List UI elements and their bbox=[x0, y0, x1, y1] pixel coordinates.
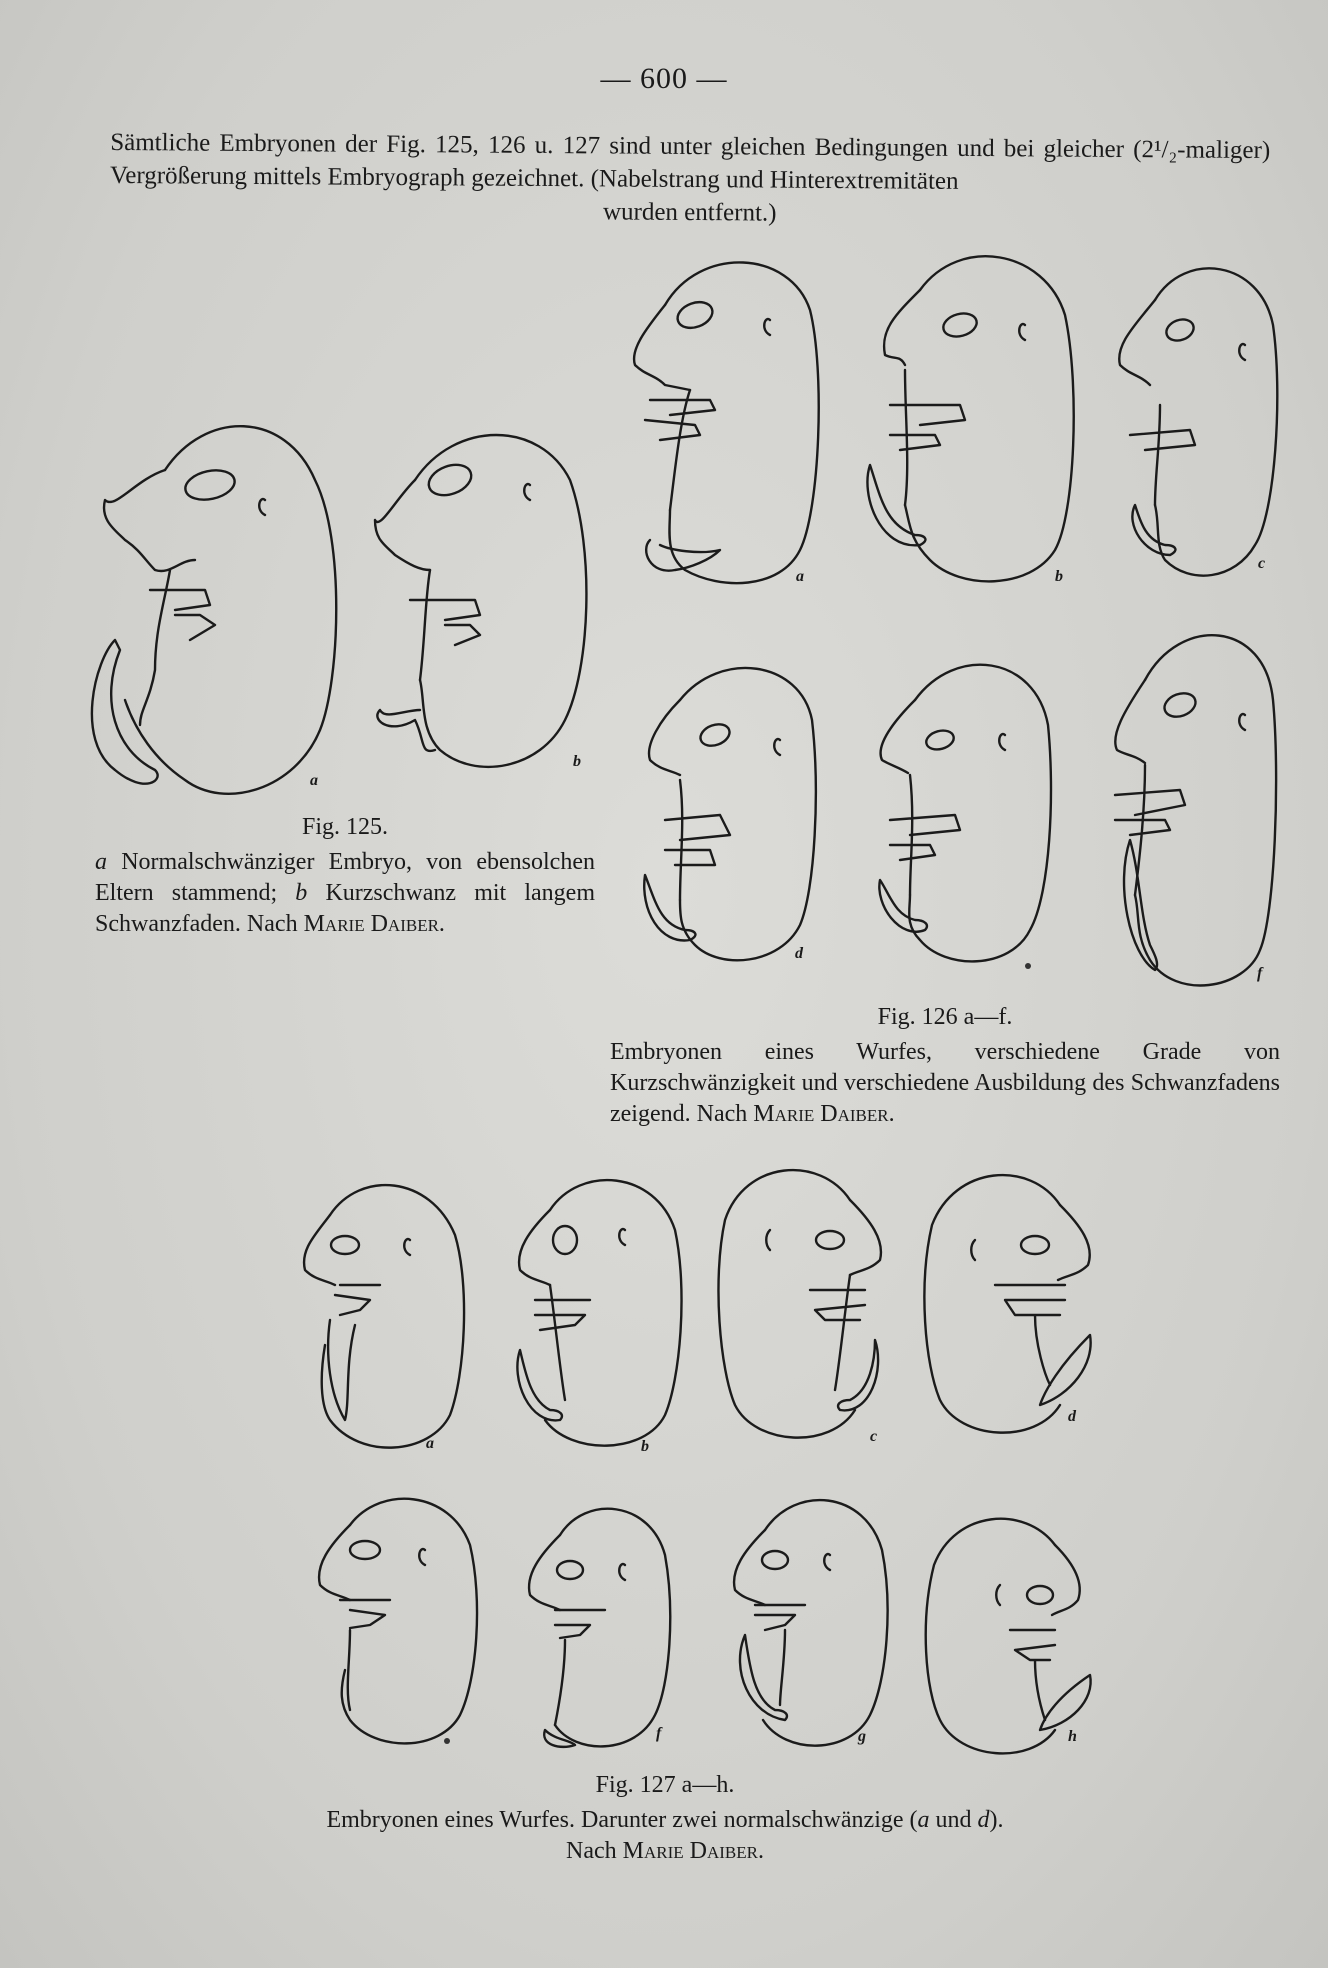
fig127-label-a: a bbox=[426, 1435, 434, 1452]
fig125-caption: Fig. 125. a Normalschwänziger Embryo, von ebensolchen Eltern stammend; b Kurzschwanz mit langem Schwanzfaden. Nach Marie Daiber. bbox=[95, 814, 595, 937]
fig127-caption-d: d bbox=[977, 1807, 990, 1833]
intro-paragraph bbox=[110, 126, 1271, 233]
fig126-author: Marie Daiber bbox=[753, 1101, 889, 1127]
fig125-title: Fig. 125. bbox=[301, 814, 388, 840]
fig127-author: Marie Daiber bbox=[622, 1838, 758, 1864]
fig125-caption-text-1: Normalschwänziger Embryo, von ebensolchen Eltern stammend; bbox=[95, 849, 595, 906]
fig127-label-g: g bbox=[858, 1728, 866, 1745]
fig125-label-a: a bbox=[310, 772, 318, 789]
fig127-embryo-b bbox=[510, 1170, 685, 1455]
intro-line-2: (2¹/₂-maliger) Vergrößerung mittels Embryograph gezeichnet. (Nabelstrang und Hinterextremitäten bbox=[109, 136, 1271, 195]
fig126-label-d: d bbox=[795, 945, 803, 962]
fig126-caption: Fig. 126 a—f. Embryonen eines Wurfes, verschiedene Grade von Kurzschwänzigkeit und verschiedene Ausbildung des Schwanzfadens zeigend. Nach Marie Daiber. bbox=[610, 1004, 1280, 1127]
fig126-label-a: a bbox=[796, 568, 804, 585]
fig127-embryo-h bbox=[920, 1510, 1095, 1760]
fig126-label-b: b bbox=[1055, 568, 1063, 585]
fig126-embryo-b bbox=[860, 245, 1080, 585]
fig126-embryo-c bbox=[1115, 255, 1280, 585]
fig127-embryo-e bbox=[315, 1490, 480, 1750]
fig127-embryo-a bbox=[300, 1175, 470, 1455]
fig125-embryo-a bbox=[95, 400, 340, 810]
fig126-label-e-dot bbox=[1025, 963, 1031, 969]
fig127-embryo-g bbox=[725, 1490, 890, 1755]
fig127-label-e-dot bbox=[444, 1738, 450, 1744]
fig127-title: Fig. 127 a—h. bbox=[595, 1772, 735, 1798]
fig125-embryo-b bbox=[365, 420, 590, 780]
fig126-label-f: f bbox=[1257, 965, 1263, 982]
fig127-caption-a: a bbox=[917, 1807, 930, 1833]
fig127-embryo-f bbox=[525, 1500, 675, 1755]
fig127-label-d: d bbox=[1068, 1408, 1076, 1425]
fig127-label-c: c bbox=[870, 1428, 878, 1445]
fig125-caption-b: b bbox=[295, 880, 308, 906]
fig127-caption-line1 bbox=[326, 1807, 1003, 1833]
fig125-caption-text-2: Kurzschwanz mit langem Schwanzfaden. Nach bbox=[95, 880, 595, 937]
fig125-caption-a: a bbox=[95, 849, 107, 875]
fig125-label-b: b bbox=[573, 753, 581, 770]
fig127-caption-text-1: Embryonen eines Wurfes. Darunter zwei normalschwänzige ( bbox=[326, 1807, 918, 1833]
fig127-caption: Fig. 127 a—h. Embryonen eines Wurfes. Darunter zwei normalschwänzige (a und d). Nach Marie Daiber. bbox=[200, 1770, 1130, 1867]
fig127-label-h: h bbox=[1068, 1728, 1077, 1745]
fig125-author: Marie Daiber bbox=[303, 911, 439, 937]
fig127-embryo-c bbox=[715, 1160, 890, 1450]
fig126-embryo-e bbox=[870, 655, 1055, 975]
intro-line-3: wurden entfernt.) bbox=[602, 198, 777, 227]
fig126-title: Fig. 126 a—f. bbox=[877, 1004, 1013, 1030]
fig127-caption-line2: Nach bbox=[566, 1838, 623, 1864]
fig127-label-f: f bbox=[656, 1725, 662, 1742]
fig126-caption-text: Embryonen eines Wurfes, verschiedene Grade von Kurzschwänzigkeit und verschiedene Ausbildung des Schwanzfadens zeigend. Nach bbox=[610, 1039, 1280, 1127]
fig127-caption-und: und bbox=[929, 1807, 978, 1833]
page-number: — 600 — bbox=[600, 62, 728, 95]
fig126-label-c: c bbox=[1258, 555, 1266, 572]
fig126-embryo-f bbox=[1105, 625, 1280, 995]
intro-line-1: Sämtliche Embryonen der Fig. 125, 126 u. 127 sind unter gleichen Bedingungen und bei gleicher bbox=[110, 128, 1125, 164]
fig126-embryo-d bbox=[640, 660, 820, 970]
fig126-embryo-a bbox=[630, 250, 820, 590]
fig127-embryo-d bbox=[920, 1165, 1095, 1440]
fig127-caption-text-2: ). bbox=[989, 1807, 1004, 1833]
fig127-label-b: b bbox=[641, 1438, 649, 1455]
